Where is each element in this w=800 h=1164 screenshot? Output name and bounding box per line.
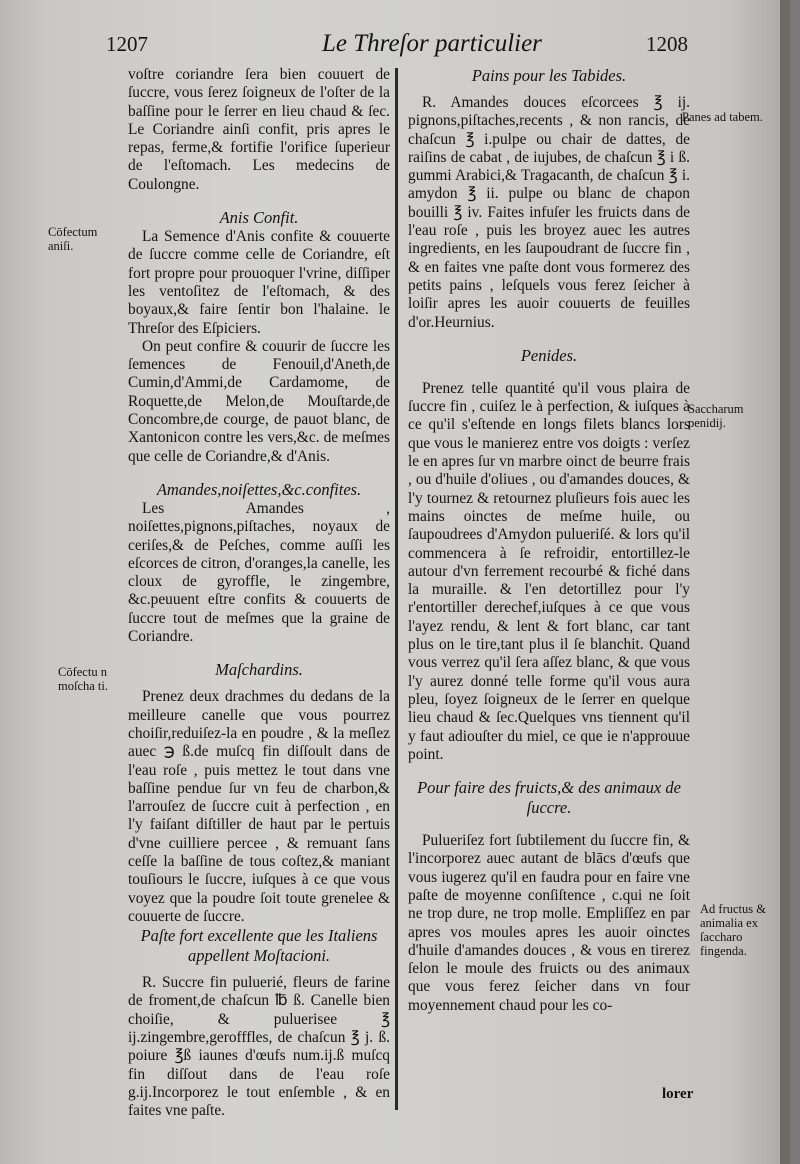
section-heading: Anis Confit.	[219, 208, 299, 228]
margin-note-maschardins: Cōfectu n moſcha ti.	[58, 665, 108, 693]
paragraph: La Semence d'Anis confite & couuerte de ſuccre comme celle de Coriandre, eſt fort propre pour prouoquer l'vrine, diſſiper les ventoſitez de l'eſtomach, & des boyaux,& faire ſentir bon l'halaine. le Threſor des Eſpiciers.	[128, 228, 390, 337]
margin-note-penides: Saccharum penidij.	[688, 402, 744, 430]
catchword: lorer	[662, 1086, 694, 1102]
paragraph: Prenez telle quantité qu'il vous plaira de ſuccre fin , cuiſez le à perfection, & iuſques à ce qu'il s'eſtende en longs filets blancs lors que vous le manierez entre vos doigts : verſez le en apres ſur vn marbre oinct de beurre frais , ou d'huile d'oliues , ou d'amandes douces, & l'y tournez & retournez pluſieurs fois auec les mains oinctes de meſme huile, ou ſaupoudrees d'Amydon pulueriſé. & lors qu'il commencera à ſe refroidir, entortillez-le autour d'vn ferrement recourbé & fiché dans la muraille. & l'en detortillez pour l'y r'entortiller derechef,iuſques à ce que vous l'ayez rendu, & lent & fort blanc, car tant plus on le tire,tant plus il ſe blanchit. Quand vous verrez qu'il ſera aſſez blanc, & que vous l'y aurez donné telle forme qu'il vous aura pleu, ſoyez ſoigneux de le ſerrer en quelque lieu chaud & ſec.Quelques vns tiennent qu'il y faut adiouſter du miel, ce que ie n'approuue point.	[408, 379, 690, 763]
running-title: Le Threſor particulier	[322, 30, 542, 57]
paragraph: Pulueriſez fort ſubtilement du ſuccre fin, & l'incorporez auec autant de blācs d'œufs que vous iugerez qu'il en faudra pour en faire vne paſte de moyenne conſiſtence , c.qui ne ſoit ne trop dure, ne trop molle. Empliſſez en par apres vos moules apres les auoir oinctes d'huile d'amandes douces , & vous en tirerez ſelon le moule des fruicts ou des animaux que vous ferez ſeicher dans vn four moyennement chaud pour les co-	[408, 832, 690, 1014]
paragraph: R. Amandes douces eſcorcees ℥ ij. pignons,piſtaches,recents , & non rancis, de chaſcun ℥ i.pulpe ou chair de dattes, de raiſins de cabat , de iujubes, de chaſcun ℥ i ß. gummi Arabici,& Tragacanth, de chaſcun ℥ i. amydon ℥ ii. pulpe ou blanc de chapon bouilli ℥ iv. Faites infuſer les fruicts dans de l'eau roſe , puis les broyez auec les autres ingredients, en les ſaupoudrant de ſuccre fin , & en faites vne paſte dont vous formerez des petits pains , leſquels vous ferez ſeicher à loiſir apres les auoir couuerts de feuilles d'or.Heurnius.	[408, 94, 690, 331]
column-divider	[395, 68, 398, 1110]
section-heading: Penides.	[520, 345, 578, 365]
right-column	[408, 66, 690, 1015]
left-column	[128, 66, 390, 1121]
page-number-left: 1207	[106, 32, 148, 56]
paragraph: Prenez deux drachmes du dedans de la meilleure canelle que vous pourrez choiſir,reduiſez-la en poudre , & la meſlez auec ℈ ß.de muſcq fin diſſoult dans de l'eau roſe , puis mettez le tout dans vne baſſine pendue ſur vn feu de charbon,& l'arrouſez de ſuccre cuit à perfection , en l'y faiſant diſtiller de haut par le pertuis d'vne cuilliere percee , & remuant ſans ceſſe la baſſine de tous coſtez,& maniant touſiours le ſuccre, iuſques à ce que vous voyez que la poudre ſoit toute grenelee & couuerte de ſuccre.	[128, 688, 390, 925]
section-heading: Pour faire des fruicts,& des animaux de ſuccre.	[417, 778, 681, 818]
paragraph: Les Amandes , noiſettes,pignons,piſtaches, noyaux de ceriſes,& de Peſches, comme auſſi les eſcorces de citron, d'oranges,la canelle, les cloux de gyroffle, le zingembre, &c.peuuent eſtre confits & couuerts de ſuccre tout de meſmes que la graine de Coriandre.	[128, 499, 390, 646]
section-heading: Pains pour les Tabides.	[471, 66, 627, 85]
section-heading: Maſchardins.	[215, 660, 303, 680]
page-header	[0, 30, 790, 70]
page-edge-shadow	[780, 0, 790, 1164]
section-heading: Paſte fort excellente que les Italiens appellent Moſtacioni.	[140, 926, 378, 966]
margin-note-fructus: Ad fructus & animalia ex ſaccharo fingenda.	[700, 902, 766, 958]
paragraph: On peut confire & couurir de ſuccre les ſemences de Fenouil,d'Aneth,de Cumin,d'Ammi,de Cardamome, de Roquette,de Melon,de Mouſtarde,de Concombre,de courge, de pauot blanc, de Xantonicon contre les vers,&c. de meſmes que celle de Coriandre,& d'Anis.	[128, 337, 390, 465]
paragraph: R. Succre fin puluerié, fleurs de farine de froment,de chaſcun ℔ ß. Canelle bien choiſie, & puluerisee ℥ ij.zingembre,gerofffles, de chaſcun ℥ j. ß. poiure ℥ß iaunes d'œufs num.ij.ß muſcq fin diſſout dans de l'eau roſe g.ij.Incorporez le tout enſemble , & en faites vne paſte.	[128, 974, 390, 1120]
page-number-right: 1208	[646, 32, 688, 56]
margin-note-panes: Panes ad tabem.	[682, 110, 763, 124]
paragraph: voſtre coriandre ſera bien couuert de ſuccre, vous ſerez ſoigneux de l'oſter de la baſſine pour le ſerrer en lieu chaud & ſec. Le Coriandre ainſi confit, pris apres le repas, ferme,& fortifie l'orifice ſuperieur de l'eſtomach. Les medecins de Coulongne.	[128, 66, 390, 193]
margin-note-anis: Cōfectum aniſi.	[48, 225, 98, 253]
section-heading: Amandes,noiſettes,&c.confites.	[156, 479, 362, 499]
